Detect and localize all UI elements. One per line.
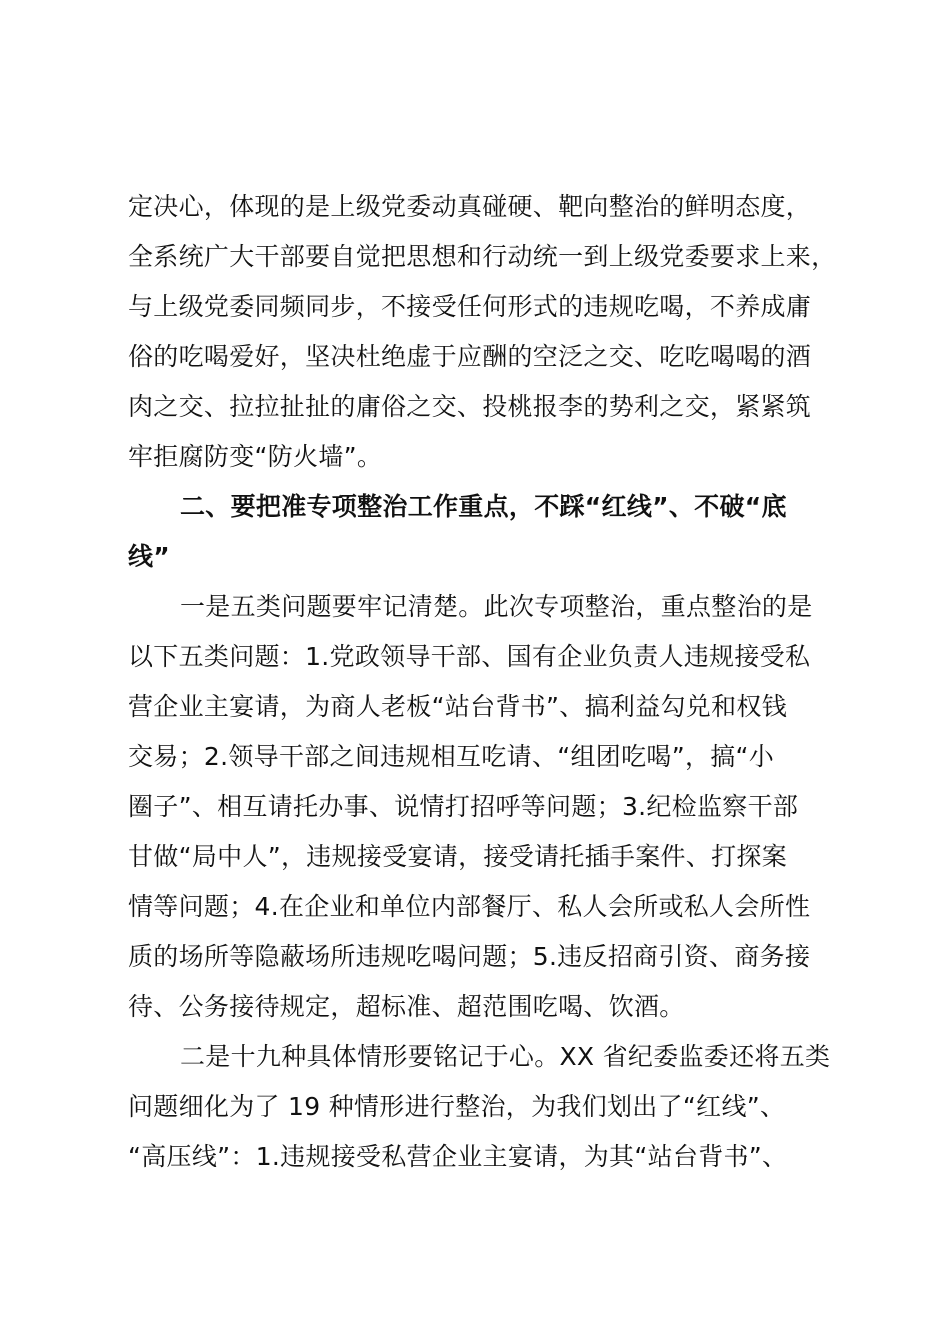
body-text-line: 与上级党委同频同步，不接受任何形式的违规吃喝，不养成庸: [128, 292, 812, 321]
body-text-line: 营企业主宴请，为商人老板“站台背书”、搞利益勾兑和权钱: [128, 692, 788, 721]
body-text-line: 肉之交、拉拉扯扯的庸俗之交、投桃报李的势利之交，紧紧筑: [128, 392, 812, 421]
section-heading: 二、要把准专项整治工作重点，不踩“红线”、不破“底: [180, 492, 787, 521]
body-text-line: “高压线”：1.违规接受私营企业主宴请，为其“站台背书”、: [128, 1142, 788, 1171]
body-text-line: 牢拒腐防变“防火墙”。: [128, 442, 383, 471]
section-heading-continued: 线”: [128, 542, 171, 571]
body-text-line: 质的场所等隐蔽场所违规吃喝问题；5.违反招商引资、商务接: [128, 942, 811, 971]
body-text-line: 定决心，体现的是上级党委动真碰硬、靶向整治的鲜明态度，: [128, 192, 812, 221]
paragraph-first-line: 一是五类问题要牢记清楚。此次专项整治，重点整治的是: [180, 592, 813, 621]
body-text-line: 情等问题；4.在企业和单位内部餐厅、私人会所或私人会所性: [128, 892, 811, 921]
body-text-line: 俗的吃喝爱好，坚决杜绝虚于应酬的空泛之交、吃吃喝喝的酒: [128, 342, 812, 371]
paragraph-first-line: 二是十九种具体情形要铭记于心。XX 省纪委监委还将五类: [180, 1042, 831, 1071]
body-text-line: 问题细化为了 19 种情形进行整治，为我们划出了“红线”、: [128, 1092, 786, 1121]
body-text-line: 全系统广大干部要自觉把思想和行动统一到上级党委要求上来，: [128, 242, 837, 271]
body-text-line: 圈子”、相互请托办事、说情打招呼等问题；3.纪检监察干部: [128, 792, 799, 821]
body-text-line: 甘做“局中人”，违规接受宴请，接受请托插手案件、打探案: [128, 842, 788, 871]
body-text-line: 待、公务接待规定，超标准、超范围吃喝、饮酒。: [128, 992, 685, 1021]
body-text-line: 以下五类问题：1.党政领导干部、国有企业负责人违规接受私: [128, 642, 811, 671]
body-text-line: 交易；2.领导干部之间违规相互吃请、“组团吃喝”，搞“小: [128, 742, 775, 771]
